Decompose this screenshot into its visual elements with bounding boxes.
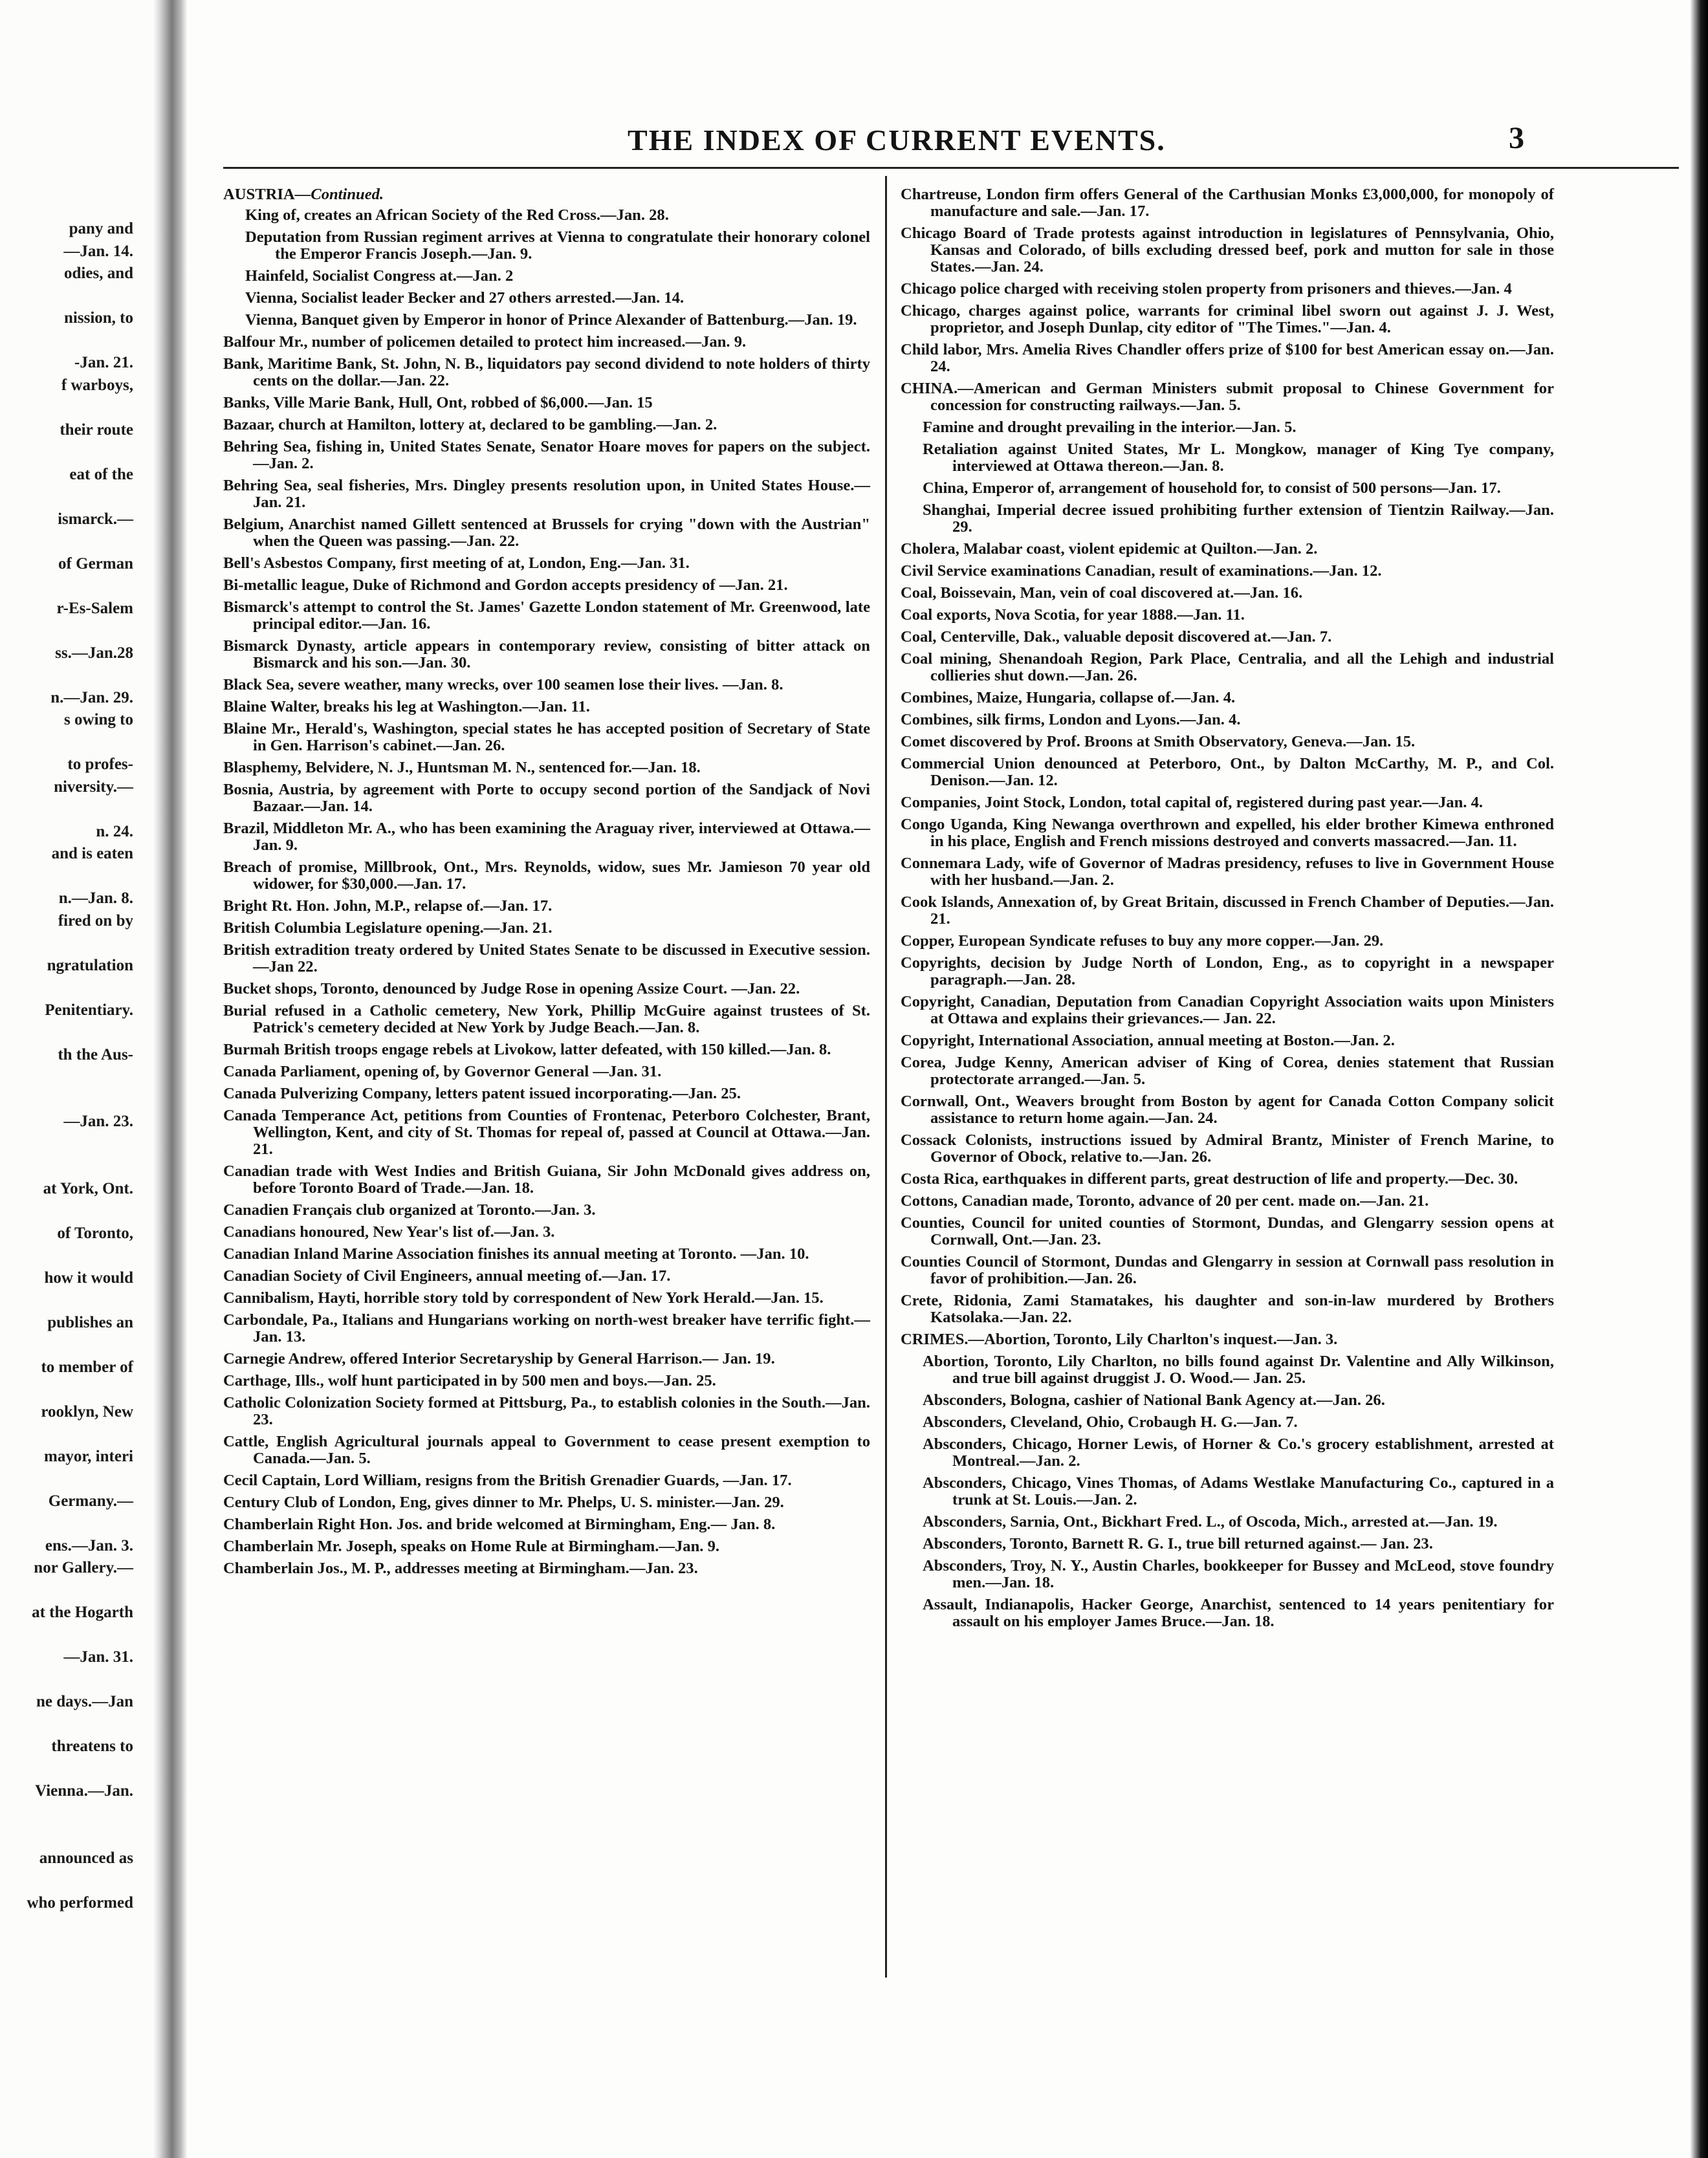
index-entry: Chicago Board of Trade protests against introduction in legislatures of Pennsylvania, Ohio, Kansas and Colorado, of bills excluding dressed beef, pork and mutton for sale in those States.—Jan. 24. [901, 224, 1554, 276]
facing-page-text: to member of [41, 1358, 133, 1376]
index-entry: Costa Rica, earthquakes in different parts, great destruction of life and property.—Dec. 30. [901, 1170, 1518, 1188]
index-entry: Connemara Lady, wife of Governor of Madras presidency, refuses to live in Government House with her husband.—Jan. 2. [901, 855, 1554, 889]
index-column-left [223, 186, 870, 1582]
index-sub-entry: Absconders, Sarnia, Ont., Bickhart Fred. L., of Oscoda, Mich., arrested at.—Jan. 19. [923, 1513, 1498, 1531]
index-entry: Century Club of London, Eng, gives dinner to Mr. Phelps, U. S. minister.—Jan. 29. [223, 1494, 784, 1511]
index-entry: Behring Sea, fishing in, United States Senate, Senator Hoare moves for papers on the subject.—Jan. 2. [223, 438, 870, 472]
facing-page-text: announced as [39, 1849, 133, 1867]
facing-page-text: ens.—Jan. 3. [45, 1536, 133, 1554]
index-entry: Canadien Français club organized at Toronto.—Jan. 3. [223, 1201, 596, 1219]
index-entry: Bosnia, Austria, by agreement with Porte to occupy second portion of the Sandjack of Novi Bazaar.—Jan. 14. [223, 781, 870, 815]
index-entry: Combines, Maize, Hungaria, collapse of.—Jan. 4. [901, 689, 1236, 706]
index-entry: Crete, Ridonia, Zami Stamatakes, his daughter and son-in-law murdered by Brothers Katsolaka.—Jan. 22. [901, 1292, 1554, 1326]
index-entry: Chicago, charges against police, warrants for criminal libel sworn out against J. J. West, proprietor, and Joseph Dunlap, city editor of "The Times."—Jan. 4. [901, 302, 1554, 336]
index-entry: Civil Service examinations Canadian, result of examinations.—Jan. 12. [901, 562, 1382, 580]
index-sub-entry: Absconders, Toronto, Barnett R. G. I., true bill returned against.— Jan. 23. [923, 1535, 1433, 1553]
facing-page-text: of Toronto, [57, 1224, 133, 1242]
index-sub-entry: Assault, Indianapolis, Hacker George, Anarchist, sentenced to 14 years penitentiary for assault on his employer James Bruce.—Jan. 18. [923, 1596, 1554, 1630]
index-sub-entry: Absconders, Bologna, cashier of National Bank Agency at.—Jan. 26. [923, 1391, 1385, 1409]
index-entry: Copper, European Syndicate refuses to buy any more copper.—Jan. 29. [901, 932, 1384, 950]
index-sub-entry: Absconders, Cleveland, Ohio, Crobaugh H. G.—Jan. 7. [923, 1413, 1298, 1431]
index-entry: Comet discovered by Prof. Broons at Smith Observatory, Geneva.—Jan. 15. [901, 733, 1416, 750]
austria-sub-entries [223, 207, 870, 329]
index-entry: Bazaar, church at Hamilton, lottery at, declared to be gambling.—Jan. 2. [223, 416, 717, 433]
index-entry: Breach of promise, Millbrook, Ont., Mrs. Reynolds, widow, sues Mr. Jamieson 70 year old widower, for $30,000.—Jan. 17. [223, 858, 870, 893]
facing-page-fragment [0, 0, 153, 2158]
index-entry: Corea, Judge Kenny, American adviser of King of Corea, denies statement that Russian protectorate arranged.—Jan. 5. [901, 1054, 1554, 1088]
index-sub-entry: Retaliation against United States, Mr L. Mongkow, manager of King Tye company, interviewed at Ottawa thereon.—Jan. 8. [923, 441, 1554, 475]
index-entry: Companies, Joint Stock, London, total capital of, registered during past year.—Jan. 4. [901, 794, 1484, 811]
index-entry: Commercial Union denounced at Peterboro, Ont., by Dalton McCarthy, M. P., and Col. Denison.—Jan. 12. [901, 755, 1554, 789]
facing-page-text: of German [58, 554, 133, 572]
index-sub-entry: Vienna, Socialist leader Becker and 27 others arrested.—Jan. 14. [245, 289, 684, 307]
index-entry: Balfour Mr., number of policemen detailed to protect him increased.—Jan. 9. [223, 333, 747, 351]
facing-page-text: nor Gallery.— [34, 1559, 133, 1576]
index-entry: British extradition treaty ordered by United States Senate to be discussed in Executive session.—Jan 22. [223, 941, 870, 975]
facing-page-text: eat of the [69, 465, 133, 483]
index-entry: Counties Council of Stormont, Dundas and Glengarry in session at Cornwall pass resolution in favor of prohibition.—Jan. 26. [901, 1253, 1554, 1287]
china-sub-entries [901, 419, 1554, 536]
index-entry: Black Sea, severe weather, many wrecks, over 100 seamen lose their lives. —Jan. 8. [223, 676, 783, 693]
index-entry: Bismarck's attempt to control the St. James' Gazette London statement of Mr. Greenwood, late principal editor.—Jan. 16. [223, 598, 870, 633]
index-entry: Counties, Council for united counties of Stormont, Dundas, and Glengarry session opens at Cornwall, Ont.—Jan. 23. [901, 1214, 1554, 1248]
facing-page-text: —Jan. 14. [63, 242, 133, 260]
index-entry: Canadian Society of Civil Engineers, annual meeting of.—Jan. 17. [223, 1267, 671, 1285]
facing-page-text: th the Aus- [58, 1045, 133, 1063]
facing-page-text: ss.—Jan.28 [55, 644, 133, 662]
index-entry: Blasphemy, Belvidere, N. J., Huntsman M. N., sentenced for.—Jan. 18. [223, 759, 701, 776]
index-entry: Burmah British troops engage rebels at Livokow, latter defeated, with 150 killed.—Jan. 8. [223, 1041, 831, 1058]
section-heading-continued: —Continued. [294, 186, 384, 203]
facing-page-text: their route [60, 420, 133, 439]
index-entry: Bell's Asbestos Company, first meeting of at, London, Eng.—Jan. 31. [223, 554, 690, 572]
index-entry: Canadian Inland Marine Association finishes its annual meeting at Toronto. —Jan. 10. [223, 1245, 809, 1263]
facing-page-text: how it would [44, 1269, 133, 1287]
index-entry: Combines, silk firms, London and Lyons.—Jan. 4. [901, 711, 1241, 728]
facing-page-text: -Jan. 21. [74, 354, 133, 371]
crimes-sub-entries [901, 1353, 1554, 1630]
facing-page-text: threatens to [51, 1738, 133, 1755]
facing-page-text: s owing to [64, 711, 133, 728]
facing-page-text: at the Hogarth [32, 1604, 133, 1621]
index-sub-entry: King of, creates an African Society of the Red Cross.—Jan. 28. [245, 206, 669, 224]
index-entry: Bismarck Dynasty, article appears in contemporary review, consisting of bitter attack on Bismarck and his son.—Jan. 30. [223, 637, 870, 671]
index-entry: Child labor, Mrs. Amelia Rives Chandler offers prize of $100 for best American essay on.—Jan. 24. [901, 341, 1554, 375]
index-sub-entry: Hainfeld, Socialist Congress at.—Jan. 2 [245, 267, 514, 285]
index-entry: Carthage, Ills., wolf hunt participated in by 500 men and boys.—Jan. 25. [223, 1372, 716, 1390]
index-entry: Copyright, Canadian, Deputation from Canadian Copyright Association waits upon Ministers at Ottawa and explains their grievances.— Jan. 22. [901, 993, 1554, 1027]
facing-page-text: and is eaten [51, 845, 133, 862]
facing-page-text: n. 24. [96, 822, 133, 840]
index-entry: Bucket shops, Toronto, denounced by Judge Rose in opening Assize Court. —Jan. 22. [223, 980, 800, 997]
facing-page-text: odies, and [64, 265, 133, 282]
index-sub-entry: Famine and drought prevailing in the interior.—Jan. 5. [923, 419, 1297, 436]
facing-page-text: n.—Jan. 29. [50, 688, 133, 706]
section-heading-crimes: CRIMES.—Abortion, Toronto, Lily Charlton's inquest.—Jan. 3. [901, 1331, 1338, 1348]
index-entry: Chamberlain Jos., M. P., addresses meeting at Birmingham.—Jan. 23. [223, 1560, 698, 1577]
facing-page-text: niversity.— [54, 778, 133, 796]
index-entry: Coal mining, Shenandoah Region, Park Place, Centralia, and all the Lehigh and industrial collieries shut down.—Jan. 26. [901, 650, 1554, 684]
index-entry: Carbondale, Pa., Italians and Hungarians working on north-west breaker have terrific fight.—Jan. 13. [223, 1311, 870, 1346]
index-entry: Coal, Centerville, Dak., valuable deposit discovered at.—Jan. 7. [901, 628, 1332, 646]
facing-page-text: mayor, interi [44, 1447, 133, 1465]
index-entry: Congo Uganda, King Newanga overthrown and expelled, his elder brother Kimewa enthroned in his place, English and French missions destroyed and converts massacred.—Jan. 11. [901, 816, 1554, 850]
facing-page-text: ne days.—Jan [36, 1693, 133, 1710]
facing-page-text: Germany.— [48, 1492, 133, 1510]
facing-page-text: publishes an [47, 1313, 133, 1331]
facing-page-text: f warboys, [61, 376, 133, 394]
index-entry: Chicago police charged with receiving stolen property from prisoners and thieves.—Jan. 4 [901, 280, 1512, 298]
index-sub-entry: China, Emperor of, arrangement of household for, to consist of 500 persons—Jan. 17. [923, 479, 1501, 497]
index-entry: Blaine Walter, breaks his leg at Washington.—Jan. 11. [223, 698, 590, 715]
index-entry: Chartreuse, London firm offers General of the Carthusian Monks £3,000,000, for monopoly of manufacture and sale.—Jan. 17. [901, 186, 1554, 220]
page-edge [1690, 0, 1708, 2158]
facing-page-text: to profes- [67, 756, 133, 773]
index-entry: Copyrights, decision by Judge North of London, Eng., as to copyright in a newspaper paragraph.—Jan. 28. [901, 954, 1554, 988]
page-title: THE INDEX OF CURRENT EVENTS. [628, 124, 1166, 157]
index-entry: Banks, Ville Marie Bank, Hull, Ont, robbed of $6,000.—Jan. 15 [223, 394, 653, 411]
index-entry: Cannibalism, Hayti, horrible story told by correspondent of New York Herald.—Jan. 15. [223, 1289, 824, 1307]
section-heading-label: AUSTRIA [223, 186, 295, 203]
index-entry: Chamberlain Mr. Joseph, speaks on Home Rule at Birmingham.—Jan. 9. [223, 1538, 720, 1555]
section-heading-china: CHINA.—American and German Ministers submit proposal to Chinese Government for concession for constructing railways.—Jan. 5. [901, 380, 1554, 414]
facing-page-text: r-Es-Salem [56, 599, 133, 617]
right-entries-b [901, 541, 1554, 1326]
facing-page-text: —Jan. 23. [63, 1113, 133, 1130]
index-sub-entry: Absconders, Chicago, Horner Lewis, of Horner & Co.'s grocery establishment, arrested at Montreal.—Jan. 2. [923, 1435, 1554, 1470]
index-entry: Carnegie Andrew, offered Interior Secretaryship by General Harrison.— Jan. 19. [223, 1350, 775, 1368]
index-entry: Canada Temperance Act, petitions from Counties of Frontenac, Peterboro Colchester, Brant, Wellington, Kent, and city of St. Thomas for repeal of, passed at Council at Ottawa.—Jan. 21. [223, 1107, 870, 1158]
index-entry: Blaine Mr., Herald's, Washington, special states he has accepted position of Secretary of State in Gen. Harrison's cabinet.—Jan. 26. [223, 720, 870, 754]
facing-page-text: fired on by [58, 911, 133, 930]
index-entry: Cornwall, Ont., Weavers brought from Boston by agent for Canada Cotton Company solicit assistance to return home again.—Jan. 24. [901, 1093, 1554, 1127]
index-entry: Copyright, International Association, annual meeting at Boston.—Jan. 2. [901, 1032, 1395, 1049]
index-entry: Coal, Boissevain, Man, vein of coal discovered at.—Jan. 16. [901, 584, 1303, 602]
facing-page-text: who performed [27, 1893, 133, 1912]
index-entry: Burial refused in a Catholic cemetery, New York, Phillip McGuire against trustees of St. Patrick's cemetery decided at New York by Judge Beach.—Jan. 8. [223, 1002, 870, 1036]
index-entry: Cossack Colonists, instructions issued by Admiral Brantz, Minister of French Marine, to Governor of Obock, relative to.—Jan. 26. [901, 1131, 1554, 1166]
facing-page-text: nission, to [64, 309, 133, 327]
index-entry: Cecil Captain, Lord William, resigns from the British Grenadier Guards, —Jan. 17. [223, 1472, 792, 1489]
facing-page-text: —Jan. 31. [63, 1648, 133, 1666]
index-entry: Coal exports, Nova Scotia, for year 1888.—Jan. 11. [901, 606, 1245, 624]
facing-page-text: Penitentiary. [45, 1001, 133, 1019]
facing-page-text: pany and [69, 220, 133, 237]
index-entry: Belgium, Anarchist named Gillett sentenced at Brussels for crying "down with the Austrian" when the Queen was passing.—Jan. 22. [223, 516, 870, 550]
index-entry: Cottons, Canadian made, Toronto, advance of 20 per cent. made on.—Jan. 21. [901, 1192, 1429, 1210]
index-entry: Brazil, Middleton Mr. A., who has been examining the Araguay river, interviewed at Ottawa.—Jan. 9. [223, 820, 870, 854]
index-sub-entry: Abortion, Toronto, Lily Charlton, no bills found against Dr. Valentine and Ally Wilkinson, and true bill against druggist J. O. Wood.— Jan. 25. [923, 1353, 1554, 1387]
facing-page-text: Vienna.—Jan. [35, 1782, 133, 1800]
binding-shadow [153, 0, 188, 2158]
index-entry: Bright Rt. Hon. John, M.P., relapse of.—Jan. 17. [223, 897, 553, 915]
index-sub-entry: Shanghai, Imperial decree issued prohibiting further extension of Tientzin Railway.—Jan. 29. [923, 501, 1554, 536]
facing-page-text: rooklyn, New [41, 1402, 133, 1421]
column-divider [885, 176, 887, 1978]
index-entry: Catholic Colonization Society formed at Pittsburg, Pa., to establish colonies in the South.—Jan. 23. [223, 1394, 870, 1428]
page-number: 3 [1509, 121, 1524, 155]
index-entry: Canada Parliament, opening of, by Governor General —Jan. 31. [223, 1063, 662, 1080]
index-sub-entry: Absconders, Troy, N. Y., Austin Charles, bookkeeper for Bussey and McLeod, stove foundry men.—Jan. 18. [923, 1557, 1554, 1591]
index-entry: Cholera, Malabar coast, violent epidemic at Quilton.—Jan. 2. [901, 540, 1318, 558]
index-sub-entry: Deputation from Russian regiment arrives at Vienna to congratulate their honorary colonel the Emperor Francis Joseph.—Jan. 9. [245, 228, 870, 263]
index-entry: Chamberlain Right Hon. Jos. and bride welcomed at Birmingham, Eng.— Jan. 8. [223, 1516, 776, 1533]
title-rule [223, 167, 1679, 169]
index-sub-entry: Vienna, Banquet given by Emperor in honor of Prince Alexander of Battenburg.—Jan. 19. [245, 311, 857, 329]
index-entry: Cook Islands, Annexation of, by Great Britain, discussed in French Chamber of Deputies.—Jan. 21. [901, 893, 1554, 928]
index-entry: Canadians honoured, New Year's list of.—Jan. 3. [223, 1223, 555, 1241]
facing-page-text: ngratulation [47, 956, 133, 974]
index-entry: Canadian trade with West Indies and British Guiana, Sir John McDonald gives address on, before Toronto Board of Trade.—Jan. 18. [223, 1162, 870, 1197]
index-sub-entry: Absconders, Chicago, Vines Thomas, of Adams Westlake Manufacturing Co., captured in a trunk at St. Louis.—Jan. 2. [923, 1474, 1554, 1509]
index-entry: British Columbia Legislature opening.—Jan. 21. [223, 919, 553, 937]
facing-page-text: ismarck.— [58, 510, 133, 528]
left-entries [223, 334, 870, 1577]
index-entry: Cattle, English Agricultural journals appeal to Government to cease present exemption to Canada.—Jan. 5. [223, 1433, 870, 1467]
facing-page-text: n.—Jan. 8. [58, 889, 133, 907]
right-entries-a [901, 186, 1554, 375]
index-entry: Behring Sea, seal fisheries, Mrs. Dingley presents resolution upon, in United States House.—Jan. 21. [223, 477, 870, 511]
index-column-right [901, 186, 1554, 1635]
section-heading-austria [223, 186, 870, 203]
index-entry: Bi-metallic league, Duke of Richmond and Gordon accepts presidency of —Jan. 21. [223, 576, 788, 594]
index-entry: Canada Pulverizing Company, letters patent issued incorporating.—Jan. 25. [223, 1085, 741, 1102]
index-entry: Bank, Maritime Bank, St. John, N. B., liquidators pay second dividend to note holders of thirty cents on the dollar.—Jan. 22. [223, 355, 870, 389]
facing-page-text: at York, Ont. [43, 1179, 133, 1197]
